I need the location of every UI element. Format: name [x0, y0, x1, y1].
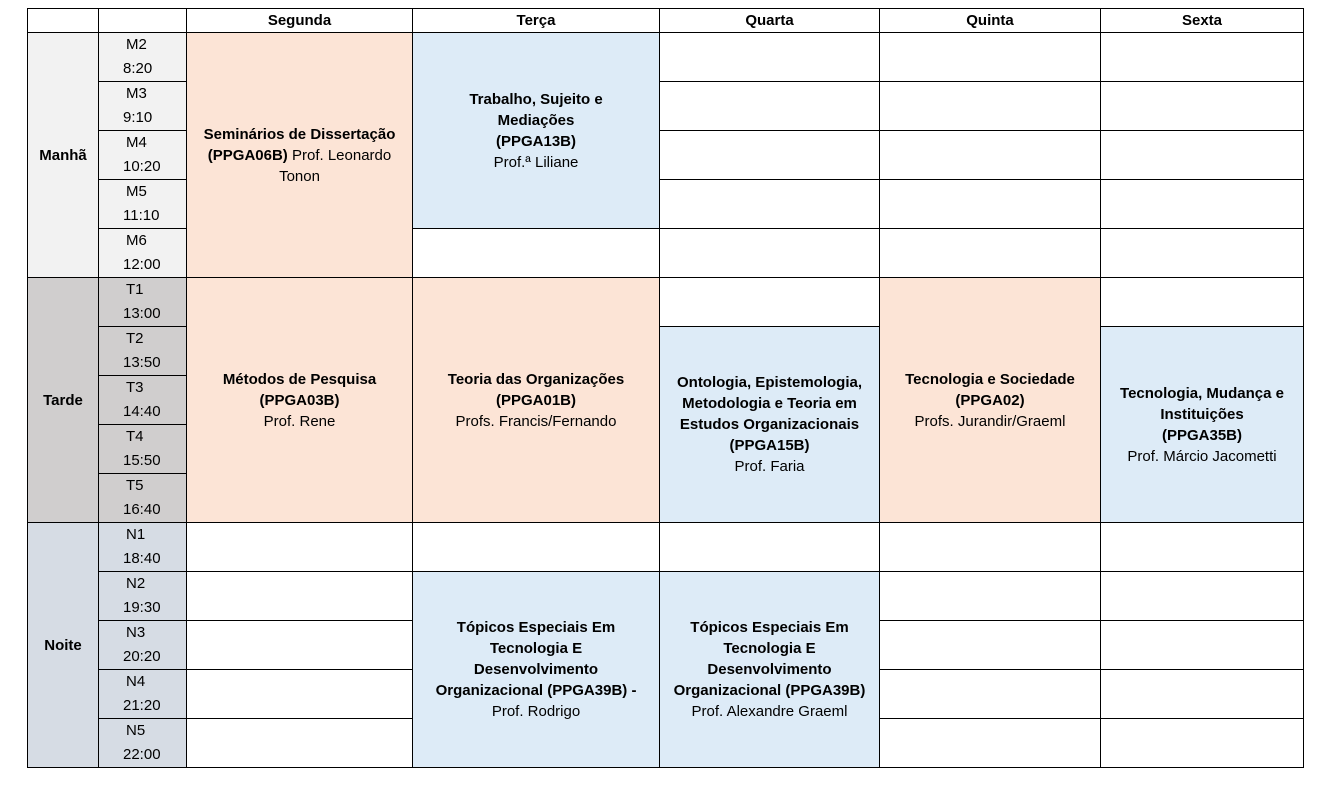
empty-cell	[880, 572, 1101, 621]
empty-cell	[880, 670, 1101, 719]
empty-cell	[880, 82, 1101, 131]
slot-cell: N5 22:00	[99, 719, 187, 768]
empty-cell	[1101, 621, 1304, 670]
period-morning: Manhã	[28, 33, 99, 278]
slot-cell: N3 20:20	[99, 621, 187, 670]
slot-header-cell	[99, 9, 187, 33]
empty-cell	[413, 229, 660, 278]
empty-cell	[1101, 229, 1304, 278]
slot-cell: M2 8:20	[99, 33, 187, 82]
empty-cell	[660, 523, 880, 572]
empty-cell	[660, 278, 880, 327]
empty-cell	[1101, 719, 1304, 768]
empty-cell	[1101, 180, 1304, 229]
empty-cell	[660, 180, 880, 229]
empty-cell	[660, 33, 880, 82]
corner-cell	[28, 9, 99, 33]
slot-cell: N2 19:30	[99, 572, 187, 621]
course-trabalho-sujeito: Trabalho, Sujeito e Mediações (PPGA13B) Prof.ª Liliane	[413, 33, 660, 229]
empty-cell	[1101, 131, 1304, 180]
empty-cell	[880, 229, 1101, 278]
empty-cell	[1101, 33, 1304, 82]
course-tecnologia-mudanca: Tecnologia, Mudança e Instituições (PPGA35B) Prof. Márcio Jacometti	[1101, 327, 1304, 523]
period-afternoon: Tarde	[28, 278, 99, 523]
empty-cell	[880, 719, 1101, 768]
empty-cell	[187, 572, 413, 621]
slot-cell: M4 10:20	[99, 131, 187, 180]
empty-cell	[880, 523, 1101, 572]
empty-cell	[187, 621, 413, 670]
day-header-terca: Terça	[413, 9, 660, 33]
day-header-sexta: Sexta	[1101, 9, 1304, 33]
slot-cell: M3 9:10	[99, 82, 187, 131]
empty-cell	[1101, 278, 1304, 327]
slot-cell: T5 16:40	[99, 474, 187, 523]
slot-cell: T2 13:50	[99, 327, 187, 376]
day-header-quarta: Quarta	[660, 9, 880, 33]
empty-cell	[187, 719, 413, 768]
course-metodos-pesquisa: Métodos de Pesquisa (PPGA03B) Prof. Rene	[187, 278, 413, 523]
slot-cell: M6 12:00	[99, 229, 187, 278]
empty-cell	[1101, 523, 1304, 572]
empty-cell	[187, 670, 413, 719]
empty-cell	[660, 131, 880, 180]
course-seminarios-dissertacao: Seminários de Dissertação (PPGA06B) Prof. Leonardo Tonon	[187, 33, 413, 278]
empty-cell	[413, 523, 660, 572]
course-tecnologia-sociedade: Tecnologia e Sociedade (PPGA02) Profs. Jurandir/Graeml	[880, 278, 1101, 523]
slot-cell: N4 21:20	[99, 670, 187, 719]
empty-cell	[1101, 572, 1304, 621]
empty-cell	[187, 523, 413, 572]
slot-cell: T1 13:00	[99, 278, 187, 327]
empty-cell	[1101, 670, 1304, 719]
course-topicos-especiais-graeml: Tópicos Especiais Em Tecnologia E Desenvolvimento Organizacional (PPGA39B) Prof. Alexandre Graeml	[660, 572, 880, 768]
empty-cell	[880, 131, 1101, 180]
course-topicos-especiais-rodrigo: Tópicos Especiais Em Tecnologia E Desenvolvimento Organizacional (PPGA39B) - Prof. Rodrigo	[413, 572, 660, 768]
empty-cell	[880, 621, 1101, 670]
course-teoria-organizacoes: Teoria das Organizações (PPGA01B) Profs. Francis/Fernando	[413, 278, 660, 523]
empty-cell	[880, 33, 1101, 82]
course-ontologia-epistemologia: Ontologia, Epistemologia, Metodologia e Teoria em Estudos Organizacionais (PPGA15B) Prof. Faria	[660, 327, 880, 523]
schedule-table	[27, 8, 1304, 768]
period-night: Noite	[28, 523, 99, 768]
slot-cell: M5 11:10	[99, 180, 187, 229]
slot-cell: T3 14:40	[99, 376, 187, 425]
empty-cell	[660, 229, 880, 278]
slot-cell: T4 15:50	[99, 425, 187, 474]
empty-cell	[880, 180, 1101, 229]
empty-cell	[1101, 82, 1304, 131]
empty-cell	[660, 82, 880, 131]
day-header-quinta: Quinta	[880, 9, 1101, 33]
slot-cell: N1 18:40	[99, 523, 187, 572]
day-header-segunda: Segunda	[187, 9, 413, 33]
